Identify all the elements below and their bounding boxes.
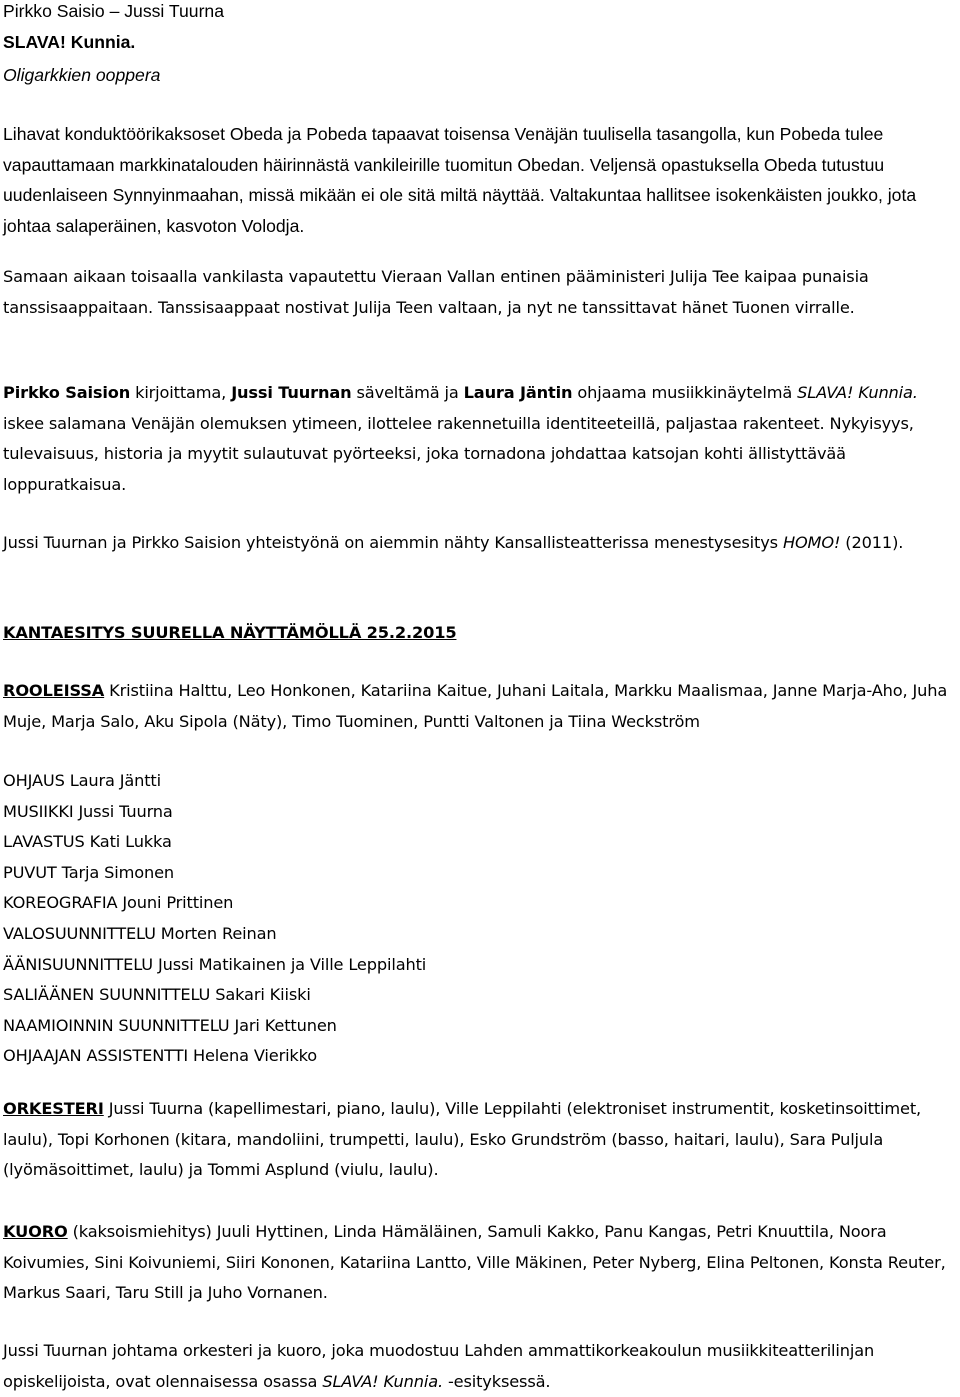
header-title: SLAVA! Kunnia. xyxy=(3,32,136,52)
choir-paragraph xyxy=(3,1217,960,1309)
orchestra-label: ORKESTERI xyxy=(3,1099,104,1118)
crew-item: OHJAAJAN ASSISTENTTI Helena Vierikko xyxy=(3,1046,318,1066)
orchestra-paragraph xyxy=(3,1094,960,1186)
credits-intro-text-2: säveltämä ja xyxy=(351,383,464,402)
show-title: SLAVA! Kunnia. xyxy=(797,383,918,402)
credits-intro-text-1: kirjoittama, xyxy=(130,383,232,402)
crew-item: PUVUT Tarja Simonen xyxy=(3,862,174,882)
crew-item: MUSIIKKI Jussi Tuurna xyxy=(3,801,173,821)
synopsis-paragraph-1: Lihavat konduktöörikaksoset Obeda ja Pobeda tapaavat toisensa Venäjän tuulisella tasangolla, kun Pobeda tulee vapauttamaan markkinatalouden häirinnästä vankileirille tuomitun Obedan. Veljensä opastuksella Obeda tutustuu uudenlaiseen Synnyinmaahan, missä mikään ei ole sitä miltä näyttää. Valtakuntaa hallitsee isokenkäisten joukko, jota johtaa salaperäinen, kasvoton Volodja. xyxy=(3,124,917,236)
header-subtitle: Oligarkkien ooppera xyxy=(3,65,161,85)
cast-label: ROOLEISSA xyxy=(3,681,105,700)
closing-tail: -esityksessä. xyxy=(442,1371,551,1391)
composer-name: Jussi Tuurnan xyxy=(231,383,352,402)
cast-names: Kristiina Halttu, Leo Honkonen, Katariina Kaitue, Juhani Laitala, Markku Maalismaa, Janne Marja-Aho, Juha Muje, Marja Salo, Aku Sipola (Näty), Timo Tuominen, Puntti Valtonen ja Tiina Weckström xyxy=(3,681,948,731)
crew-item: OHJAUS Laura Jäntti xyxy=(3,771,161,790)
credits-intro-text-3: ohjaama musiikkinäytelmä xyxy=(572,383,798,402)
orchestra-names: Jussi Tuurna (kapellimestari, piano, laulu), Ville Leppilahti (elektroniset instrumentit, kosketinsoittimet, laulu), Topi Korhonen (kitara, mandoliini, trumpetti, laulu), Esko Grundström (basso, haitari, laulu), Sara Puljula (lyömäsoittimet, laulu) ja Tommi Asplund (viulu, laulu). xyxy=(3,1099,922,1180)
credits-intro-text-4: iskee salamana Venäjän olemuksen ytimeen, ilottelee rakennetuilla identiteeteillä, paljastaa rakenteet. Nykyisyys, tulevaisuus, historia ja myytit sulautuvat pyörteeksi, joka tornadona johdattaa katsojan kohti ällistyttävää loppuratkaisua. xyxy=(3,413,914,494)
cast-paragraph xyxy=(3,676,960,737)
choir-names: (kaksoismiehitys) Juuli Hyttinen, Linda Hämäläinen, Samuli Kakko, Panu Kangas, Petri Knuuttila, Noora Koivumies, Sini Koivuniemi, Siiri Kononen, Katariina Lantto, Ville Mäkinen, Peter Nyberg, Elina Peltonen, Konsta Reuter, Markus Saari, Taru Still ja Juho Vornanen. xyxy=(3,1222,946,1303)
credits-intro-paragraph xyxy=(3,378,960,500)
crew-item: NAAMIOINNIN SUUNNITTELU Jari Kettunen xyxy=(3,1015,337,1035)
closing-text: Jussi Tuurnan johtama orkesteri ja kuoro, joka muodostuu Lahden ammattikorkeakoulun musiikkiteatterilinjan opiskelijoista, ovat olennaisessa osassa xyxy=(3,1341,875,1391)
crew-item: KOREOGRAFIA Jouni Prittinen xyxy=(3,893,234,913)
collaboration-year: (2011). xyxy=(840,533,904,552)
director-name: Laura Jäntin xyxy=(463,383,573,402)
synopsis-paragraph-2: Samaan aikaan toisaalla vankilasta vapautettu Vieraan Vallan entinen pääministeri Julija Tee kaipaa punaisia tanssisaappaitaan. Tanssisaappaat nostivat Julija Teen valtaan, ja nyt ne tanssittavat hänet Tuonen virralle. xyxy=(3,267,869,317)
collaboration-paragraph xyxy=(3,528,960,559)
premiere-heading: KANTAESITYS SUURELLA NÄYTTÄMÖLLÄ 25.2.2015 xyxy=(3,623,457,642)
crew-item: LAVASTUS Kati Lukka xyxy=(3,832,172,852)
previous-show-title: HOMO! xyxy=(782,533,841,552)
crew-item: ÄÄNISUUNNITTELU Jussi Matikainen ja Ville Leppilahti xyxy=(3,954,427,974)
closing-paragraph xyxy=(3,1336,960,1397)
crew-list xyxy=(3,766,960,1072)
author-name: Pirkko Saision xyxy=(3,383,131,402)
closing-show-title: SLAVA! Kunnia. xyxy=(322,1371,443,1391)
crew-item: VALOSUUNNITTELU Morten Reinan xyxy=(3,923,277,943)
choir-label: KUORO xyxy=(3,1222,68,1241)
crew-item: SALIÄÄNEN SUUNNITTELU Sakari Kiiski xyxy=(3,985,311,1005)
collaboration-text: Jussi Tuurnan ja Pirkko Saision yhteistyönä on aiemmin nähty Kansallisteatterissa menestysesitys xyxy=(3,533,783,552)
header-authors: Pirkko Saisio – Jussi Tuurna xyxy=(3,1,224,21)
